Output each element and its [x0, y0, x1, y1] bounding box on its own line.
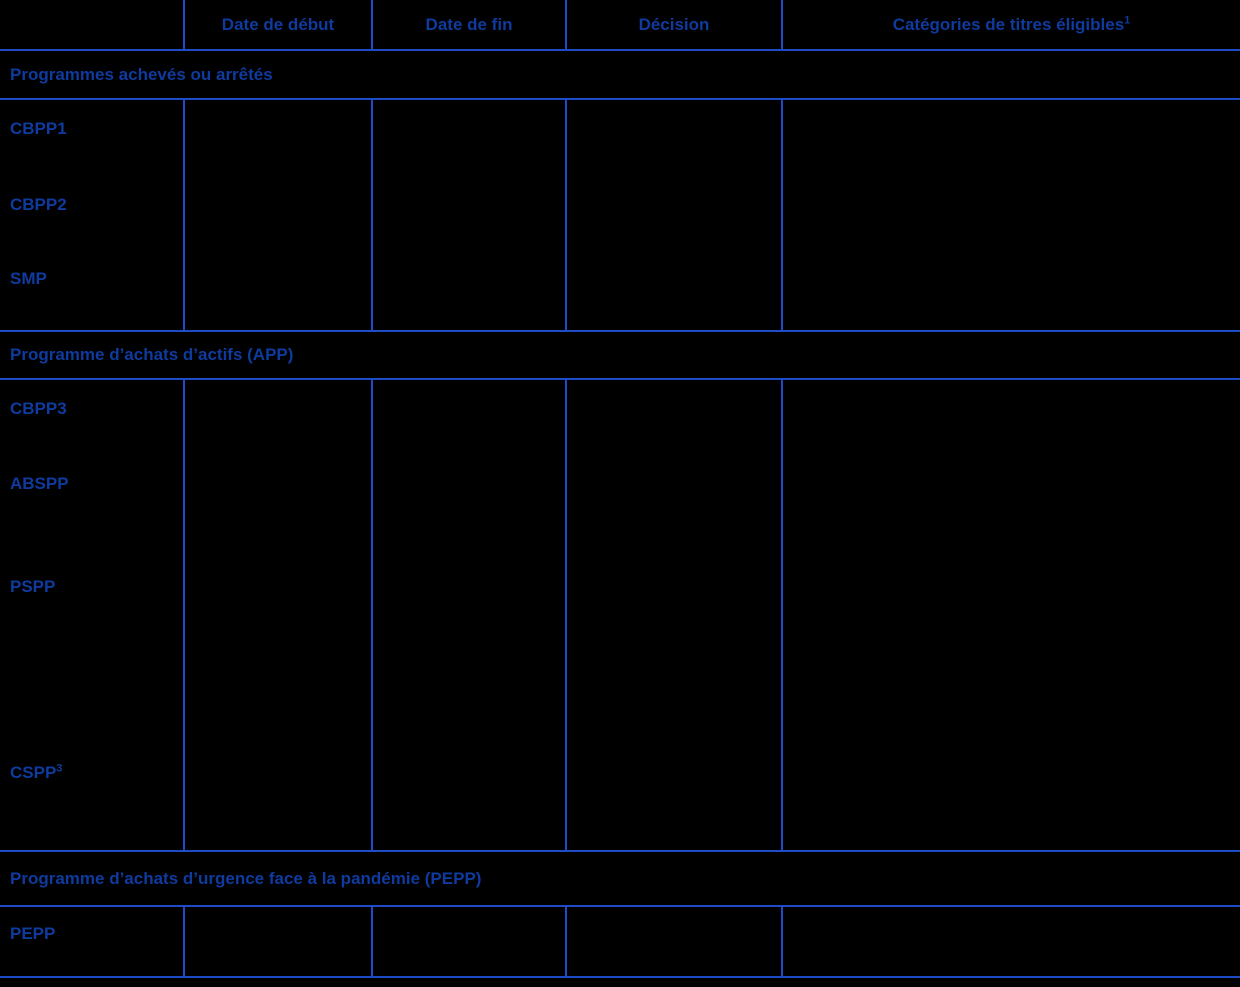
empty-cell-decision — [565, 380, 781, 850]
header-label-categories: Catégories de titres éligibles$^1$ — [892, 13, 1131, 34]
empty-cell-date-fin — [371, 907, 565, 976]
header-label-date-fin: Date de fin — [425, 14, 513, 34]
table-header-row — [0, 0, 1240, 51]
header-cell-decision — [565, 0, 781, 49]
section-body-completed-programmes — [0, 100, 1240, 332]
empty-cell-categories — [781, 380, 1240, 850]
footnote-marker-1: 1 — [1124, 13, 1131, 26]
label-column — [0, 380, 183, 850]
section-header-app — [0, 332, 1240, 380]
header-cell-date-fin — [371, 0, 565, 49]
section-title: Programmes achevés ou arrêtés — [10, 64, 273, 84]
empty-cell-date-debut — [183, 907, 371, 976]
empty-cell-date-fin — [371, 380, 565, 850]
row-label-smp: SMP — [10, 269, 47, 288]
empty-cell-date-debut — [183, 380, 371, 850]
row-label-cbpp3: CBPP3 — [10, 399, 67, 418]
row-label-cbpp1: CBPP1 — [10, 119, 67, 138]
header-label-decision: Décision — [638, 14, 710, 34]
empty-cell-categories — [781, 907, 1240, 976]
section-title: Programme d’achats d’actifs (APP) — [10, 345, 294, 364]
section-body-app — [0, 380, 1240, 852]
footnote-marker-3: 3 — [56, 762, 63, 775]
header-label-date-debut: Date de début — [221, 14, 335, 34]
header-cell-programme — [0, 0, 183, 49]
empty-cell-date-debut — [183, 100, 371, 330]
section-body-pepp — [0, 907, 1240, 978]
empty-cell-decision — [565, 100, 781, 330]
header-cell-categories — [781, 0, 1240, 49]
row-label-abspp: ABSPP — [10, 474, 69, 493]
label-column — [0, 100, 183, 330]
header-cell-date-debut — [183, 0, 371, 49]
empty-cell-decision — [565, 907, 781, 976]
label-column — [0, 907, 183, 976]
empty-cell-date-fin — [371, 100, 565, 330]
row-label-cbpp2: CBPP2 — [10, 195, 67, 214]
row-label-pspp: PSPP — [10, 577, 56, 596]
empty-cell-categories — [781, 100, 1240, 330]
row-label-cspp: CSPP$^3$ — [10, 762, 63, 782]
row-label-pepp: PEPP — [10, 924, 56, 943]
section-header-pepp — [0, 852, 1240, 907]
section-header-completed-programmes — [0, 51, 1240, 100]
section-title: Programme d’achats d’urgence face à la pandémie (PEPP) — [10, 868, 482, 888]
